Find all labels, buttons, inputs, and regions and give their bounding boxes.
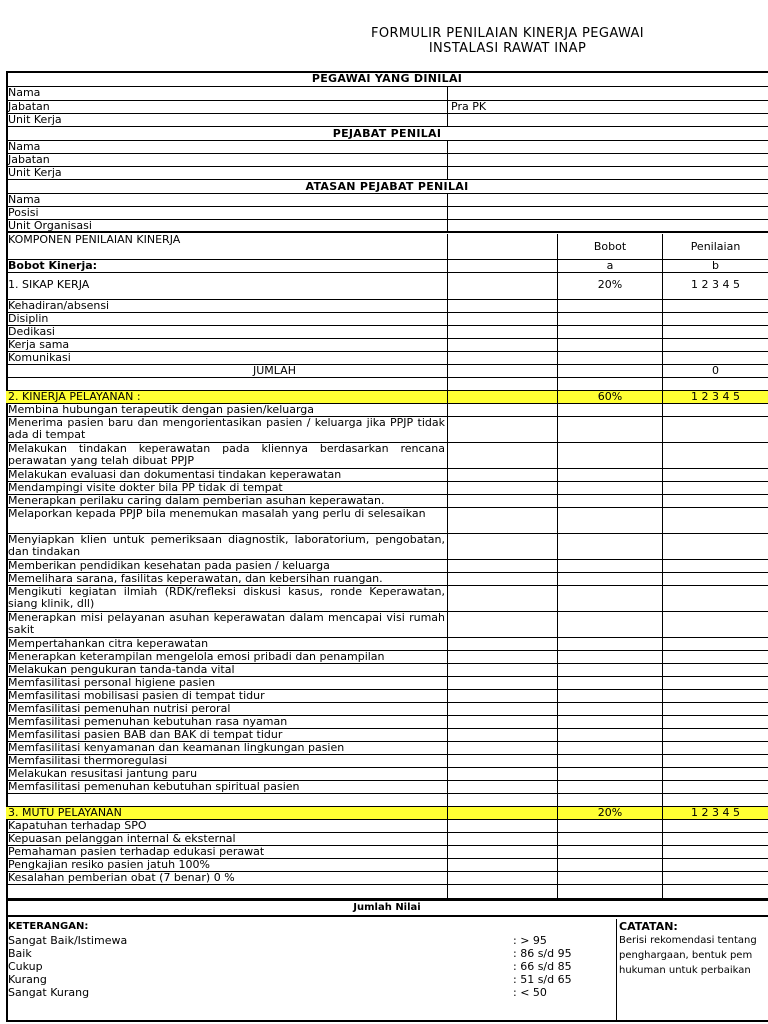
kinerja-pelayanan-title: 2. KINERJA PELAYANAN : — [8, 391, 141, 403]
kinerja-item — [6, 417, 768, 443]
kinerja-item-entry[interactable] — [447, 612, 557, 637]
spacer-row — [6, 885, 768, 899]
pegawai-jabatan-row — [6, 101, 768, 114]
sikap-item-entry[interactable] — [447, 313, 557, 325]
kinerja-item-bobot[interactable] — [557, 651, 662, 663]
pejabat-jabatan-row — [6, 154, 768, 167]
sikap-item-bobot[interactable] — [557, 352, 662, 364]
bobot-kinerja-row — [6, 260, 768, 273]
mutu-item-score[interactable] — [662, 859, 768, 871]
sikap-item-score[interactable] — [662, 326, 768, 338]
mutu-item-entry[interactable] — [447, 833, 557, 845]
kinerja-item-bobot[interactable] — [557, 573, 662, 585]
kinerja-pelayanan-row — [6, 391, 768, 404]
mutu-item-entry[interactable] — [447, 820, 557, 832]
bobot-header: Bobot — [557, 234, 662, 259]
spacer-cell — [447, 885, 557, 898]
kinerja-item-label: Menerapkan perilaku caring dalam pemberian asuhan keperawatan. — [8, 495, 385, 507]
kinerja-item-entry[interactable] — [447, 768, 557, 780]
keterangan-range: : 51 s/d 65 — [513, 973, 572, 986]
sikap-item — [6, 326, 768, 339]
kinerja-item-bobot[interactable] — [557, 482, 662, 494]
kinerja-item-bobot[interactable] — [557, 781, 662, 793]
sikap-item-entry[interactable] — [447, 352, 557, 364]
sikap-item-label: Dedikasi — [8, 326, 55, 338]
mutu-item-label: Pengkajian resiko pasien jatuh 100% — [8, 859, 210, 871]
kinerja-pelayanan-bobot: 60% — [557, 391, 662, 403]
kinerja-item-label: Melakukan resusitasi jantung paru — [8, 768, 198, 780]
kinerja-item — [6, 560, 768, 573]
kinerja-item-entry[interactable] — [447, 677, 557, 689]
sikap-item — [6, 339, 768, 352]
spacer-cell — [662, 378, 768, 390]
mutu-item-bobot[interactable] — [557, 833, 662, 845]
kinerja-item — [6, 469, 768, 482]
kinerja-item-score[interactable] — [662, 612, 768, 637]
section-pegawai-title: PEGAWAI YANG DINILAI — [311, 72, 463, 85]
kinerja-item-label: Memberikan pendidikan kesehatan pada pasien / keluarga — [8, 560, 330, 572]
sikap-kerja-title: 1. SIKAP KERJA — [8, 278, 90, 291]
sikap-item-label: Disiplin — [8, 313, 49, 325]
sikap-kerja-scale: 1 2 3 4 5 — [662, 273, 768, 299]
kinerja-item-entry[interactable] — [447, 742, 557, 754]
catatan-line: hukuman untuk perbaikan — [619, 965, 751, 976]
pegawai-jabatan-label: Jabatan — [8, 101, 50, 113]
spacer-row — [6, 378, 768, 391]
jumlah-empty — [447, 365, 557, 377]
kinerja-item-score[interactable] — [662, 768, 768, 780]
kinerja-item-bobot[interactable] — [557, 690, 662, 702]
pegawai-nama-value[interactable] — [447, 87, 768, 100]
atasan-nama-value[interactable] — [447, 194, 768, 206]
sikap-item — [6, 313, 768, 326]
catatan-box — [616, 919, 768, 1022]
kinerja-item — [6, 768, 768, 781]
kinerja-item — [6, 703, 768, 716]
spacer-cell — [662, 885, 768, 898]
kinerja-item-score[interactable] — [662, 469, 768, 481]
atasan-unit-row — [6, 220, 768, 233]
mutu-item-entry[interactable] — [447, 846, 557, 858]
kinerja-item-label: Melakukan evaluasi dan dokumentasi tindakan keperawatan — [8, 469, 342, 481]
jumlah-label: JUMLAH — [253, 365, 296, 377]
atasan-nama-row — [6, 194, 768, 207]
kinerja-item-bobot[interactable] — [557, 508, 662, 533]
sikap-item-bobot[interactable] — [557, 300, 662, 312]
atasan-posisi-label: Posisi — [8, 207, 39, 219]
kinerja-item-bobot[interactable] — [557, 560, 662, 572]
kinerja-pelayanan-scale: 1 2 3 4 5 — [662, 391, 768, 403]
spacer-cell — [557, 794, 662, 806]
kinerja-item-entry[interactable] — [447, 690, 557, 702]
kinerja-item-entry[interactable] — [447, 417, 557, 442]
kinerja-item-label: Memfasilitasi personal higiene pasien — [8, 677, 216, 689]
kinerja-item-score[interactable] — [662, 586, 768, 611]
sikap-kerja-row — [6, 273, 768, 300]
kinerja-item-score[interactable] — [662, 729, 768, 741]
catatan-line: Berisi rekomendasi tentang — [619, 935, 757, 946]
keterangan-range: : > 95 — [513, 934, 547, 947]
kinerja-item-entry[interactable] — [447, 469, 557, 481]
mutu-item-bobot[interactable] — [557, 846, 662, 858]
mutu-item-score[interactable] — [662, 872, 768, 884]
atasan-posisi-value[interactable] — [447, 207, 768, 219]
kinerja-item-entry[interactable] — [447, 586, 557, 611]
kinerja-item-entry[interactable] — [447, 638, 557, 650]
kinerja-item-score[interactable] — [662, 638, 768, 650]
kinerja-item — [6, 612, 768, 638]
kinerja-item-bobot[interactable] — [557, 612, 662, 637]
sikap-item-label: Kerja sama — [8, 339, 70, 351]
kinerja-item-bobot[interactable] — [557, 495, 662, 507]
mutu-item — [6, 820, 768, 833]
kinerja-item-score[interactable] — [662, 703, 768, 715]
kinerja-item-entry[interactable] — [447, 729, 557, 741]
komponen-empty-cell — [447, 234, 557, 259]
form-title-line-1: FORMULIR PENILAIAN KINERJA PEGAWAI — [370, 26, 645, 41]
kinerja-item-entry[interactable] — [447, 755, 557, 767]
pejabat-unit-label: Unit Kerja — [8, 167, 62, 179]
atasan-posisi-row — [6, 207, 768, 220]
kinerja-item-label: Memfasilitasi pemenuhan kebutuhan spiritual pasien — [8, 781, 300, 793]
jumlah-nilai-label: Jumlah Nilai — [353, 902, 421, 913]
spacer-row — [6, 794, 768, 807]
mutu-item-entry[interactable] — [447, 859, 557, 871]
kinerja-item — [6, 729, 768, 742]
kinerja-item-bobot[interactable] — [557, 664, 662, 676]
kinerja-item-label: Memfasilitasi pemenuhan nutrisi peroral — [8, 703, 231, 715]
bobot-kinerja-empty — [447, 260, 557, 272]
kinerja-item — [6, 677, 768, 690]
spacer-cell — [447, 378, 557, 390]
kinerja-item-bobot[interactable] — [557, 469, 662, 481]
kinerja-item-score[interactable] — [662, 716, 768, 728]
kinerja-item-entry[interactable] — [447, 664, 557, 676]
pejabat-jabatan-value[interactable] — [447, 154, 768, 166]
mutu-item — [6, 872, 768, 885]
kinerja-item-label: Memfasilitasi thermoregulasi — [8, 755, 168, 767]
jumlah-value: 0 — [662, 365, 768, 377]
kinerja-item-score[interactable] — [662, 573, 768, 585]
keterangan-label: Cukup — [8, 960, 43, 973]
kinerja-item — [6, 573, 768, 586]
kinerja-item-bobot[interactable] — [557, 417, 662, 442]
bobot-kinerja-label: Bobot Kinerja: — [8, 260, 98, 272]
jumlah-bobot-empty — [557, 365, 662, 377]
kinerja-item — [6, 482, 768, 495]
kinerja-item — [6, 508, 768, 534]
kinerja-item-score[interactable] — [662, 560, 768, 572]
mutu-item — [6, 833, 768, 846]
section-atasan-title: ATASAN PEJABAT PENILAI — [305, 180, 469, 193]
catatan-line: penghargaan, bentuk pem — [619, 950, 753, 961]
section-pejabat-title: PEJABAT PENILAI — [332, 127, 442, 140]
sikap-item-label: Komunikasi — [8, 352, 71, 364]
pejabat-jabatan-label: Jabatan — [8, 154, 50, 166]
kinerja-item-entry[interactable] — [447, 508, 557, 533]
kinerja-item-entry[interactable] — [447, 703, 557, 715]
kinerja-item-bobot[interactable] — [557, 703, 662, 715]
kinerja-item-score[interactable] — [662, 417, 768, 442]
mutu-item-score[interactable] — [662, 820, 768, 832]
atasan-unit-label: Unit Organisasi — [8, 220, 92, 231]
keterangan-label: Kurang — [8, 973, 47, 986]
pegawai-jabatan-value[interactable]: Pra PK — [447, 101, 768, 113]
kinerja-item-bobot[interactable] — [557, 768, 662, 780]
kinerja-item-score[interactable] — [662, 742, 768, 754]
kinerja-item-score[interactable] — [662, 690, 768, 702]
kinerja-item — [6, 443, 768, 469]
kinerja-item-score[interactable] — [662, 495, 768, 507]
kinerja-item-entry[interactable] — [447, 495, 557, 507]
kinerja-item-entry[interactable] — [447, 651, 557, 663]
kinerja-item-entry[interactable] — [447, 534, 557, 559]
mutu-item-label: Kapatuhan terhadap SPO — [8, 820, 147, 832]
kinerja-item-bobot[interactable] — [557, 404, 662, 416]
atasan-nama-label: Nama — [8, 194, 41, 206]
col-b-label: b — [662, 260, 768, 272]
atasan-unit-value[interactable] — [447, 220, 768, 231]
sikap-item-score[interactable] — [662, 352, 768, 364]
section-pejabat-header — [6, 127, 768, 141]
pegawai-unit-row — [6, 114, 768, 127]
sikap-kerja-bobot: 20% — [557, 273, 662, 299]
komponen-header: KOMPONEN PENILAIAN KINERJA — [8, 234, 181, 246]
kinerja-item-label: Memelihara sarana, fasilitas keperawatan, dan kebersihan ruangan. — [8, 573, 383, 585]
sikap-kerja-empty — [447, 273, 557, 299]
kinerja-item — [6, 495, 768, 508]
spacer-cell — [557, 885, 662, 898]
keterangan-range: : 86 s/d 95 — [513, 947, 572, 960]
kinerja-item-score[interactable] — [662, 755, 768, 767]
pejabat-nama-value[interactable] — [447, 141, 768, 153]
spacer-cell — [447, 794, 557, 806]
keterangan-label: Sangat Kurang — [8, 986, 90, 999]
kinerja-item-score[interactable] — [662, 482, 768, 494]
kinerja-item — [6, 664, 768, 677]
keterangan-range: : < 50 — [513, 986, 547, 999]
mutu-item-bobot[interactable] — [557, 859, 662, 871]
kinerja-item — [6, 651, 768, 664]
sikap-item-entry[interactable] — [447, 300, 557, 312]
mutu-pelayanan-bobot: 20% — [557, 807, 662, 819]
mutu-pelayanan-empty — [447, 807, 557, 819]
sikap-item-score[interactable] — [662, 313, 768, 325]
sikap-item-entry[interactable] — [447, 326, 557, 338]
sikap-item-score[interactable] — [662, 339, 768, 351]
kinerja-item-label: Melakukan pengukuran tanda-tanda vital — [8, 664, 235, 676]
kinerja-item — [6, 755, 768, 768]
kinerja-item — [6, 690, 768, 703]
kinerja-item-bobot[interactable] — [557, 729, 662, 741]
kinerja-item-label: Memfasilitasi pasien BAB dan BAK di tempat tidur — [8, 729, 283, 741]
kinerja-item-bobot[interactable] — [557, 443, 662, 468]
kinerja-item-score[interactable] — [662, 508, 768, 533]
section-atasan-header — [6, 180, 768, 194]
sikap-item-bobot[interactable] — [557, 326, 662, 338]
mutu-item-score[interactable] — [662, 833, 768, 845]
sikap-item-entry[interactable] — [447, 339, 557, 351]
kinerja-item-bobot[interactable] — [557, 638, 662, 650]
kinerja-item-label: Mengikuti kegiatan ilmiah (RDK/refleksi diskusi kasus, ronde Keperawatan, siang klinik, dll) — [8, 586, 445, 610]
kinerja-item-score[interactable] — [662, 443, 768, 468]
keterangan-label: Sangat Baik/Istimewa — [8, 934, 128, 947]
kinerja-item — [6, 586, 768, 612]
kinerja-item-entry[interactable] — [447, 443, 557, 468]
kinerja-item-label: Melakukan tindakan keperawatan pada kliennya berdasarkan rencana perawatan yang telah dibuat PPJP — [8, 443, 445, 467]
keterangan-block — [6, 919, 768, 1022]
kinerja-item-label: Memfasilitasi kenyamanan dan keamanan lingkungan pasien — [8, 742, 345, 754]
kinerja-item-entry[interactable] — [447, 573, 557, 585]
mutu-item-label: Kepuasan pelanggan internal & eksternal — [8, 833, 236, 845]
jumlah-nilai-row — [6, 899, 768, 917]
kinerja-item-entry[interactable] — [447, 560, 557, 572]
penilaian-header: Penilaian — [662, 234, 768, 259]
mutu-item-bobot[interactable] — [557, 872, 662, 884]
kinerja-item — [6, 742, 768, 755]
kinerja-item-label: Menerapkan misi pelayanan asuhan keperawatan dalam mencapai visi rumah sakit — [8, 612, 445, 636]
kinerja-item-label: Melaporkan kepada PPJP bila menemukan masalah yang perlu di selesaikan — [8, 508, 426, 520]
kinerja-item-bobot[interactable] — [557, 677, 662, 689]
kinerja-item — [6, 534, 768, 560]
kinerja-item — [6, 638, 768, 651]
jumlah-row — [6, 365, 768, 378]
kinerja-item-score[interactable] — [662, 677, 768, 689]
mutu-pelayanan-row — [6, 807, 768, 820]
mutu-item-score[interactable] — [662, 846, 768, 858]
kinerja-item-bobot[interactable] — [557, 755, 662, 767]
kinerja-item-label: Menerapkan keterampilan mengelola emosi pribadi dan penampilan — [8, 651, 385, 663]
kinerja-item-bobot[interactable] — [557, 586, 662, 611]
kinerja-item-entry[interactable] — [447, 781, 557, 793]
catatan-title: CATATAN: — [619, 920, 678, 933]
pegawai-nama-row — [6, 87, 768, 101]
sikap-item-bobot[interactable] — [557, 339, 662, 351]
mutu-item — [6, 846, 768, 859]
kinerja-item-bobot[interactable] — [557, 534, 662, 559]
kinerja-item-entry[interactable] — [447, 404, 557, 416]
pejabat-nama-label: Nama — [8, 141, 41, 153]
mutu-pelayanan-scale: 1 2 3 4 5 — [662, 807, 768, 819]
sikap-item — [6, 352, 768, 365]
pejabat-nama-row — [6, 141, 768, 154]
kinerja-item-label: Mendampingi visite dokter bila PP tidak di tempat — [8, 482, 283, 494]
komponen-header-row — [6, 234, 768, 260]
kinerja-item-label: Mempertahankan citra keperawatan — [8, 638, 209, 650]
kinerja-item-label: Memfasilitasi pemenuhan kebutuhan rasa nyaman — [8, 716, 288, 728]
pegawai-unit-label: Unit Kerja — [8, 114, 62, 126]
kinerja-item-label: Menyiapkan klien untuk pemeriksaan diagnostik, laboratorium, pengobatan, dan tindakan — [8, 534, 445, 558]
spacer-cell — [662, 794, 768, 806]
col-a-label: a — [557, 260, 662, 272]
pejabat-unit-value[interactable] — [447, 167, 768, 179]
sikap-item — [6, 300, 768, 313]
kinerja-item-score[interactable] — [662, 651, 768, 663]
kinerja-item-label: Membina hubungan terapeutik dengan pasien/keluarga — [8, 404, 315, 416]
keterangan-range: : 66 s/d 85 — [513, 960, 572, 973]
mutu-pelayanan-title: 3. MUTU PELAYANAN — [8, 807, 122, 819]
kinerja-item-score[interactable] — [662, 664, 768, 676]
kinerja-item-label: Memfasilitasi mobilisasi pasien di tempat tidur — [8, 690, 265, 702]
kinerja-item-score[interactable] — [662, 534, 768, 559]
section-pegawai-header — [6, 71, 768, 87]
sikap-item-score[interactable] — [662, 300, 768, 312]
mutu-item-bobot[interactable] — [557, 820, 662, 832]
mutu-item-label: Kesalahan pemberian obat (7 benar) 0 % — [8, 872, 235, 884]
kinerja-item — [6, 781, 768, 794]
mutu-item — [6, 859, 768, 872]
spacer-cell — [557, 378, 662, 390]
kinerja-pelayanan-empty — [447, 391, 557, 403]
kinerja-item-label: Menerima pasien baru dan mengorientasikan pasien / keluarga jika PPJP tidak ada di tempat — [8, 417, 445, 441]
kinerja-item-score[interactable] — [662, 404, 768, 416]
keterangan-title: KETERANGAN: — [8, 921, 89, 932]
sikap-item-label: Kehadiran/absensi — [8, 300, 110, 312]
pejabat-unit-row — [6, 167, 768, 180]
kinerja-item-bobot[interactable] — [557, 716, 662, 728]
kinerja-item-entry[interactable] — [447, 716, 557, 728]
kinerja-item — [6, 716, 768, 729]
kinerja-item-bobot[interactable] — [557, 742, 662, 754]
kinerja-item-entry[interactable] — [447, 482, 557, 494]
mutu-item-label: Pemahaman pasien terhadap edukasi perawat — [8, 846, 265, 858]
kinerja-item-score[interactable] — [662, 781, 768, 793]
sikap-item-bobot[interactable] — [557, 313, 662, 325]
kinerja-item — [6, 404, 768, 417]
mutu-item-entry[interactable] — [447, 872, 557, 884]
pegawai-nama-label: Nama — [8, 87, 41, 99]
form-title-line-2: INSTALASI RAWAT INAP — [428, 41, 587, 56]
keterangan-label: Baik — [8, 947, 32, 960]
pegawai-unit-value[interactable] — [447, 114, 768, 126]
